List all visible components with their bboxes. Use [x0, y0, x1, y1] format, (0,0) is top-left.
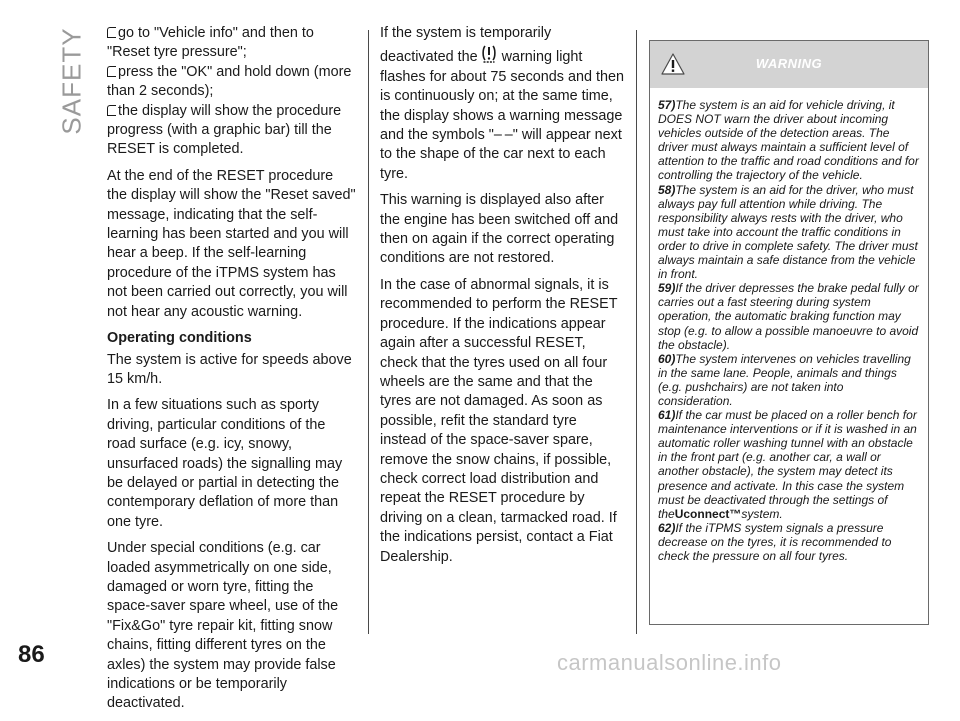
list-item: go to "Vehicle info" and then to "Reset tyre pressure";: [107, 25, 314, 61]
warning-item: 57)The system is an aid for vehicle driving, it DOES NOT warn the driver about incoming vehicles outside of the detection areas. The driver must always maintain a sufficient level of attention to the traffic and road conditions and for controlling the trajectory of the vehicle.: [658, 98, 919, 183]
warning-title: WARNING: [755, 56, 823, 71]
paragraph-deactivated: If the system is temporarily deactivated the warning light flashes for about 75 seconds and then is continuously on; at the same time, the display shows a warning message and the symbols "– –" will appear next to the shape of the car next to each tyre.: [380, 25, 625, 182]
warning-item: 61)If the car must be placed on a roller bench for maintenance interventions or if it is washed in an automatic roller washing tunnel with an obstacle in the front part (e.g. another car, a wall or another obstacle), the system may detect its presence and activate. In this case the system must be deactivated through the settings of theUconnect™system.: [658, 408, 917, 521]
list-item: press the "OK" and hold down (more than 2 seconds);: [107, 63, 352, 100]
warning-body: [650, 88, 928, 563]
paragraph-special-conditions: Under special conditions (e.g. car loaded asymmetrically on one side, damaged or worn tyre, fitting the space-saver spare wheel, use of the "Fix&Go" tyre repair kit, fitting snow chains, fitting different tyres on the axles) the system may provide false indications or be temporarily deactivated.: [107, 540, 339, 712]
tyre-pressure-warning-icon: [482, 43, 496, 65]
column-1: [107, 24, 357, 721]
bullet-icon: [107, 27, 116, 38]
list-item: the display will show the procedure progress (with a graphic bar) till the RESET is completed.: [107, 102, 342, 158]
heading-operating-conditions: Operating conditions: [107, 330, 252, 347]
column-divider: [368, 30, 369, 634]
paragraph-abnormal-signals: In the case of abnormal signals, it is recommended to perform the RESET procedure. If the indications appear again after a successful RESET, check that the tyres used on all four wheels are the same and that the tyres are not damaged. As soon as possible, refit the standard tyre instead of the space-saver spare, remove the snow chains, if possible, check correct load distribution and repeat the RESET procedure by driving on a clean, tarmacked road. If the indications persist, contact a Fiat Dealership.: [380, 276, 618, 565]
paragraph-reset: At the end of the RESET procedure the display will show the "Reset saved" message, indicating that the self-learning has been started and you will hear a beep. If the self-learning procedure of the iTPMS system has not been carried out correctly, you will not hear any acoustic warning.: [107, 167, 356, 320]
page-number: 86: [18, 641, 45, 668]
section-label: SAFETY: [56, 27, 87, 135]
column-2: [380, 24, 625, 574]
warning-item: 60)The system intervenes on vehicles travelling in the same lane. People, animals and things (e.g. pushchairs) are not taken into consideration.: [658, 351, 911, 408]
warning-box: [649, 40, 929, 625]
warning-item: 62)If the iTPMS system signals a pressure decrease on the tyres, it is recommended to check the pressure on all four tyres.: [658, 520, 892, 563]
paragraph-switched-off: This warning is displayed also after the engine has been switched off and then on again if the correct operating conditions are not restored.: [380, 192, 619, 267]
bullet-icon: [107, 105, 116, 116]
warning-item: 58)The system is an aid for the driver, who must always pay full attention while driving. The responsibility always rests with the driver, who must take into account the traffic conditions in order to drive in complete safety. The driver must always maintain a safe distance from the vehicle in front.: [658, 182, 918, 282]
warning-header: [650, 41, 928, 88]
column-divider: [636, 30, 637, 634]
watermark: carmanualsonline.info: [557, 650, 782, 675]
paragraph-speed: The system is active for speeds above 15 km/h.: [107, 351, 352, 387]
bullet-icon: [107, 66, 116, 77]
warning-item: 59)If the driver depresses the brake pedal fully or carries out a fast steering during system operation, the automatic braking function may stop (e.g. to allow a possible manoeuvre to avoid the obstacle).: [658, 281, 919, 352]
paragraph-situations: In a few situations such as sporty driving, particular conditions of the road surface (e.g. icy, snowy, unsurfaced roads) the signalling may be delayed or partial in detecting the contemporary deflation of more than one tyre.: [107, 397, 343, 530]
